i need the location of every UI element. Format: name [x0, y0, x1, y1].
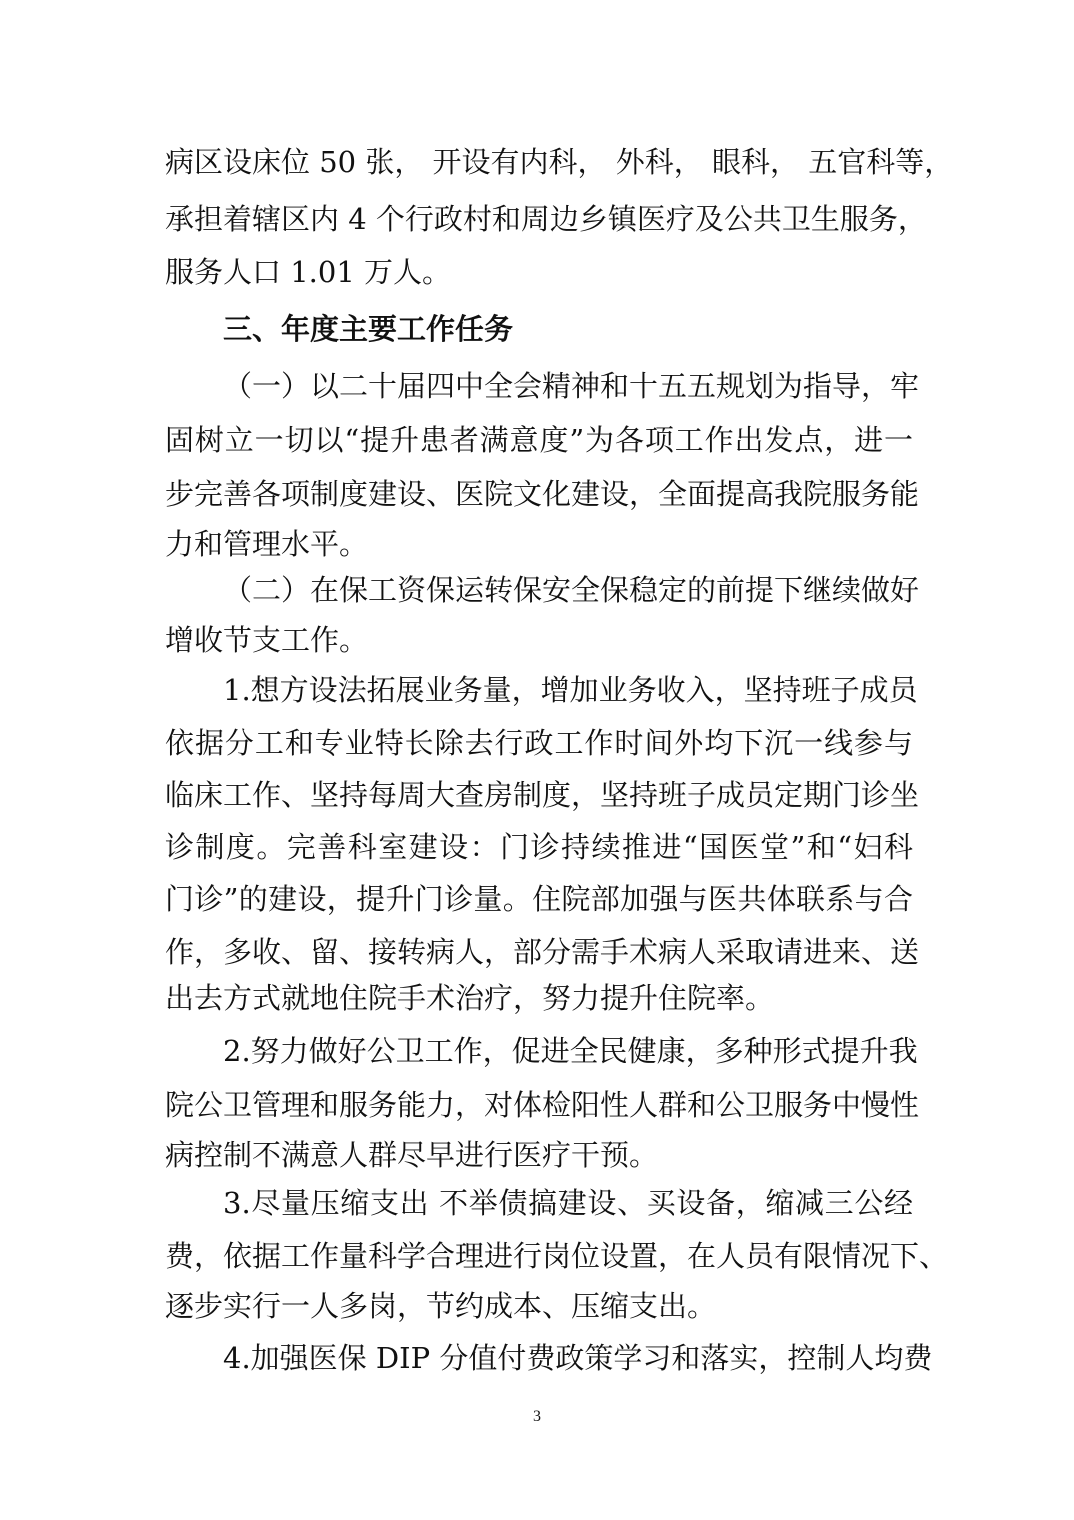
text-line: 病区设床位 50 张， 开设有内科， 外科， 眼科， 五官科等，	[165, 145, 954, 179]
text-line: 作，多收、留、接转病人，部分需手术病人采取请进来、送	[165, 935, 920, 969]
text-line: 病控制不满意人群尽早进行医疗干预。	[165, 1138, 659, 1172]
text-line: （一）以二十届四中全会精神和十五五规划为指导，牢	[223, 369, 920, 403]
text-line: 院公卫管理和服务能力，对体检阳性人群和公卫服务中慢性	[165, 1088, 920, 1122]
text-line: 服务人口 1.01 万人。	[165, 255, 452, 289]
text-line: 力和管理水平。	[165, 527, 369, 561]
text-line: 增收节支工作。	[165, 623, 369, 657]
text-line: （二）在保工资保运转保安全保稳定的前提下继续做好	[223, 573, 920, 607]
section-heading: 三、年度主要工作任务	[223, 312, 514, 346]
text-line: 1.想方设法拓展业务量，增加业务收入，坚持班子成员	[223, 673, 918, 707]
text-line: 出去方式就地住院手术治疗，努力提升住院率。	[165, 981, 775, 1015]
text-line: 承担着辖区内 4 个行政村和周边乡镇医疗及公共卫生服务，	[165, 202, 927, 236]
text-line: 门诊”的建设，提升门诊量。住院部加强与医共体联系与合	[165, 882, 913, 916]
text-line: 依据分工和专业特长除去行政工作时间外均下沉一线参与	[165, 726, 913, 760]
text-line: 2.努力做好公卫工作，促进全民健康，多种形式提升我	[223, 1034, 918, 1068]
text-line: 步完善各项制度建设、医院文化建设，全面提高我院服务能	[165, 477, 920, 511]
text-line: 固树立一切以“提升患者满意度”为各项工作出发点，进一	[165, 423, 913, 457]
text-line: 临床工作、坚持每周大查房制度，坚持班子成员定期门诊坐	[165, 778, 920, 812]
text-line: 逐步实行一人多岗，节约成本、压缩支出。	[165, 1289, 717, 1323]
text-line: 费，依据工作量科学合理进行岗位设置，在人员有限情况下、	[165, 1239, 949, 1273]
page-number: 3	[533, 1408, 541, 1425]
text-line: 4.加强医保 DIP 分值付费政策学习和落实，控制人均费	[223, 1341, 933, 1375]
text-line: 诊制度。完善科室建设：门诊持续推进“国医堂”和“妇科	[165, 830, 913, 864]
text-line: 3.尽量压缩支出 不举债搞建设、买设备，缩减三公经	[223, 1186, 913, 1220]
